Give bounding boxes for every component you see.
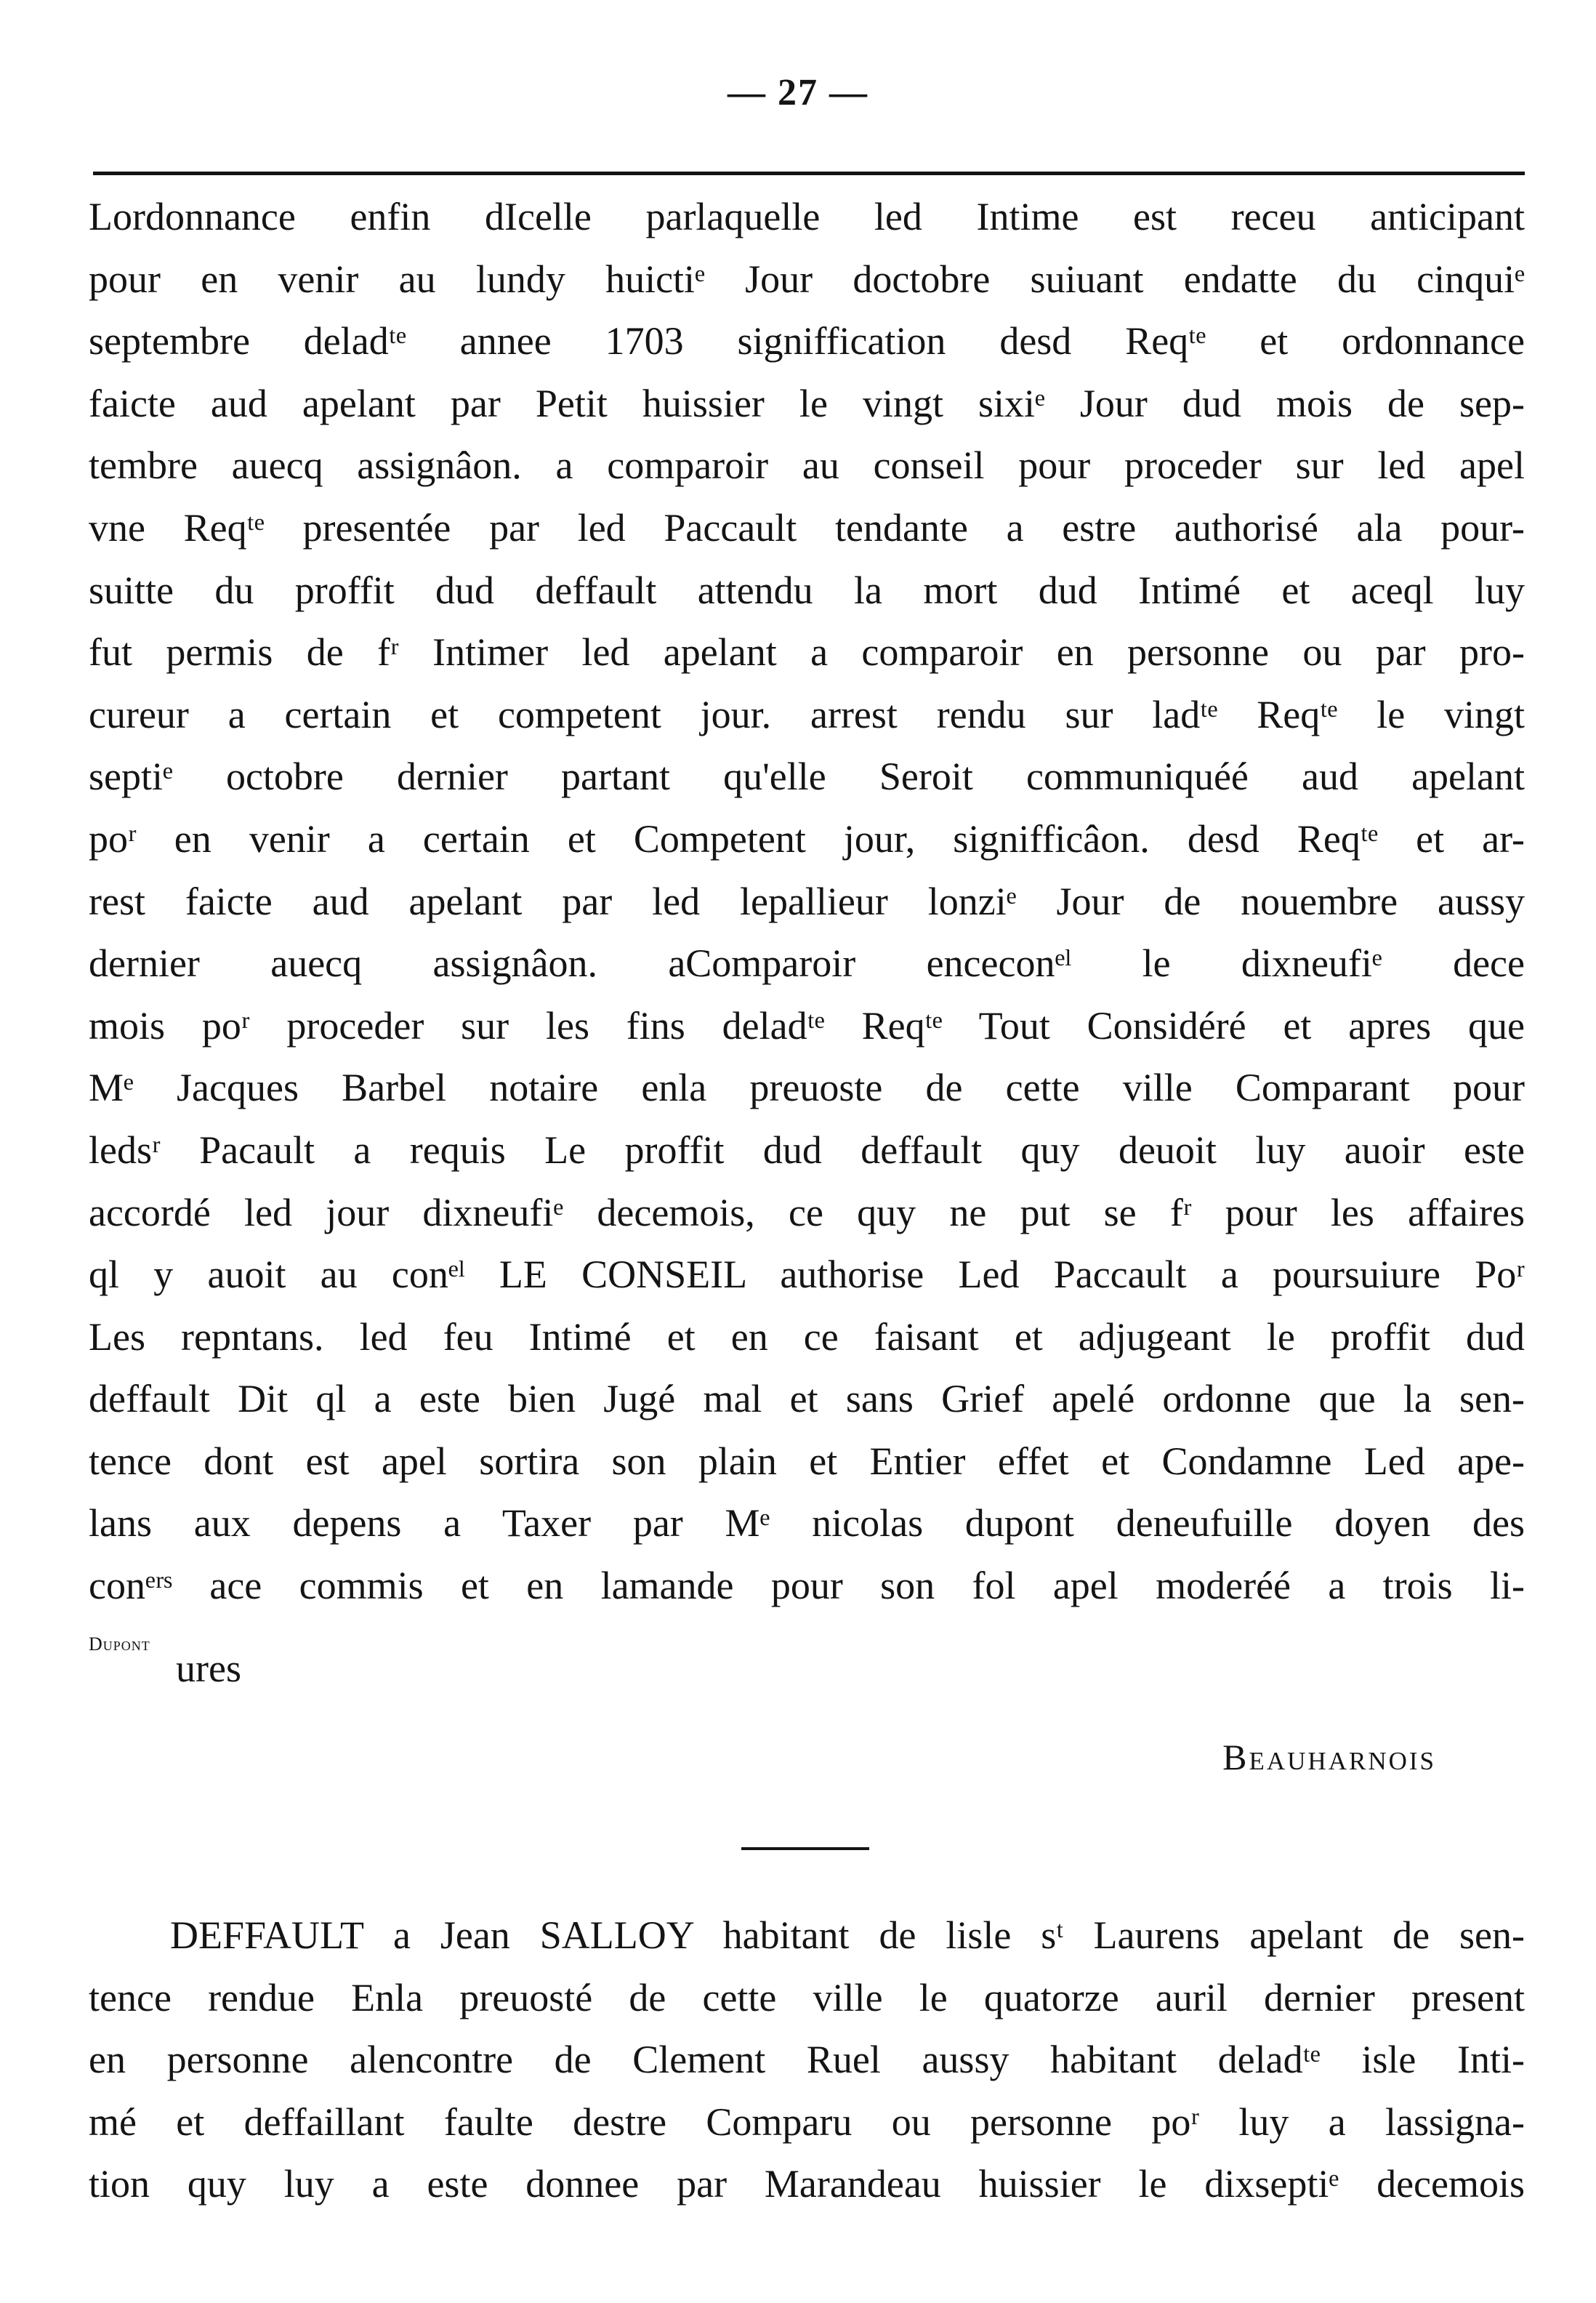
text-line: lans aux depens a Taxer par Mᵉ nicolas dupont deneufuille doyen des [89, 1501, 1525, 1546]
text-line: Lordonnance enfin dIcelle parlaquelle led Intime est receu anticipant [89, 195, 1525, 238]
text-line: suitte du proffit dud deffault attendu la mort dud Intimé et aceql luy [89, 568, 1525, 612]
section-divider [741, 1847, 869, 1850]
margin-note: Dupont [89, 1633, 150, 1655]
signature: Beauharnois [1222, 1737, 1436, 1777]
text-line: poʳ en venir a certain et Competent jour, signifficâon. desd Reqᵗᵉ et ar- [89, 816, 1525, 861]
text-line: mé et deffaillant faulte destre Comparu ou personne poʳ luy a lassigna- [89, 2099, 1525, 2144]
header-rule [93, 172, 1525, 175]
text-line: Mᵉ Jacques Barbel notaire enla preuoste de cette ville Comparant pour [89, 1066, 1525, 1110]
text-line: tence rendue Enla preuosté de cette ville le quatorze auril dernier present [89, 1975, 1525, 2019]
text-line: fut permis de fʳ Intimer led apelant a comparoir en personne ou par pro- [89, 630, 1525, 675]
text-line: septembre deladᵗᵉ annee 1703 signiffication desd Reqᵗᵉ et ordonnance [89, 319, 1525, 363]
text-line: dernier auecq assignâon. aComparoir enceconᵉˡ le dixneufiᵉ dece [89, 941, 1525, 986]
text-line: septiᵉ octobre dernier partant qu'elle Seroit communiquéé aud apelant [89, 755, 1525, 799]
text-line: ql y auoit au conᵉˡ LE CONSEIL authorise Led Paccault a poursuiure Poʳ [89, 1253, 1525, 1297]
text-line: tembre auecq assignâon. a comparoir au conseil pour proceder sur led apel [89, 443, 1525, 488]
text-line: conᵉʳˢ ace commis et en lamande pour son fol apel moderéé a trois li- [89, 1564, 1525, 1608]
final-word: ures [176, 1647, 241, 1690]
text-line: pour en venir au lundy huictiᵉ Jour doctobre suiuant endatte du cinquiᵉ [89, 257, 1525, 301]
text-line: en personne alencontre de Clement Ruel aussy habitant deladᵗᵉ isle Inti- [89, 2038, 1525, 2082]
text-line: Les repntans. led feu Intimé et en ce faisant et adjugeant le proffit dud [89, 1314, 1525, 1359]
text-line: tence dont est apel sortira son plain et Entier effet et Condamne Led ape- [89, 1439, 1525, 1483]
text-line: deffault Dit ql a este bien Jugé mal et sans Grief apelé ordonne que la sen- [89, 1377, 1525, 1421]
text-line: DEFFAULT a Jean SALLOY habitant de lisle sᵗ Laurens apelant de sen- [170, 1913, 1525, 1957]
text-line: tion quy luy a este donnee par Marandeau huissier le dixseptiᵉ decemois [89, 2162, 1525, 2206]
text-line: rest faicte aud apelant par led lepallieur lonziᵉ Jour de nouembre aussy [89, 879, 1525, 923]
text-line: cureur a certain et competent jour. arrest rendu sur ladᵗᵉ Reqᵗᵉ le vingt [89, 692, 1525, 736]
text-line: vne Reqᵗᵉ presentée par led Paccault tendante a estre authorisé ala pour- [89, 505, 1525, 550]
default-judgment-block [89, 1905, 1525, 2216]
ruling-text-block [89, 186, 1525, 1617]
page-number: — 27 — [728, 72, 868, 113]
text-line: ledsʳ Pacault a requis Le proffit dud deffault quy deuoit luy auoir este [89, 1128, 1525, 1172]
text-line: faicte aud apelant par Petit huissier le vingt sixiᵉ Jour dud mois de sep- [89, 381, 1525, 425]
text-line: mois poʳ proceder sur les fins deladᵗᵉ Reqᵗᵉ Tout Considéré et apres que [89, 1003, 1525, 1048]
text-line: accordé led jour dixneufiᵉ decemois, ce quy ne put se fʳ pour les affaires [89, 1190, 1525, 1234]
